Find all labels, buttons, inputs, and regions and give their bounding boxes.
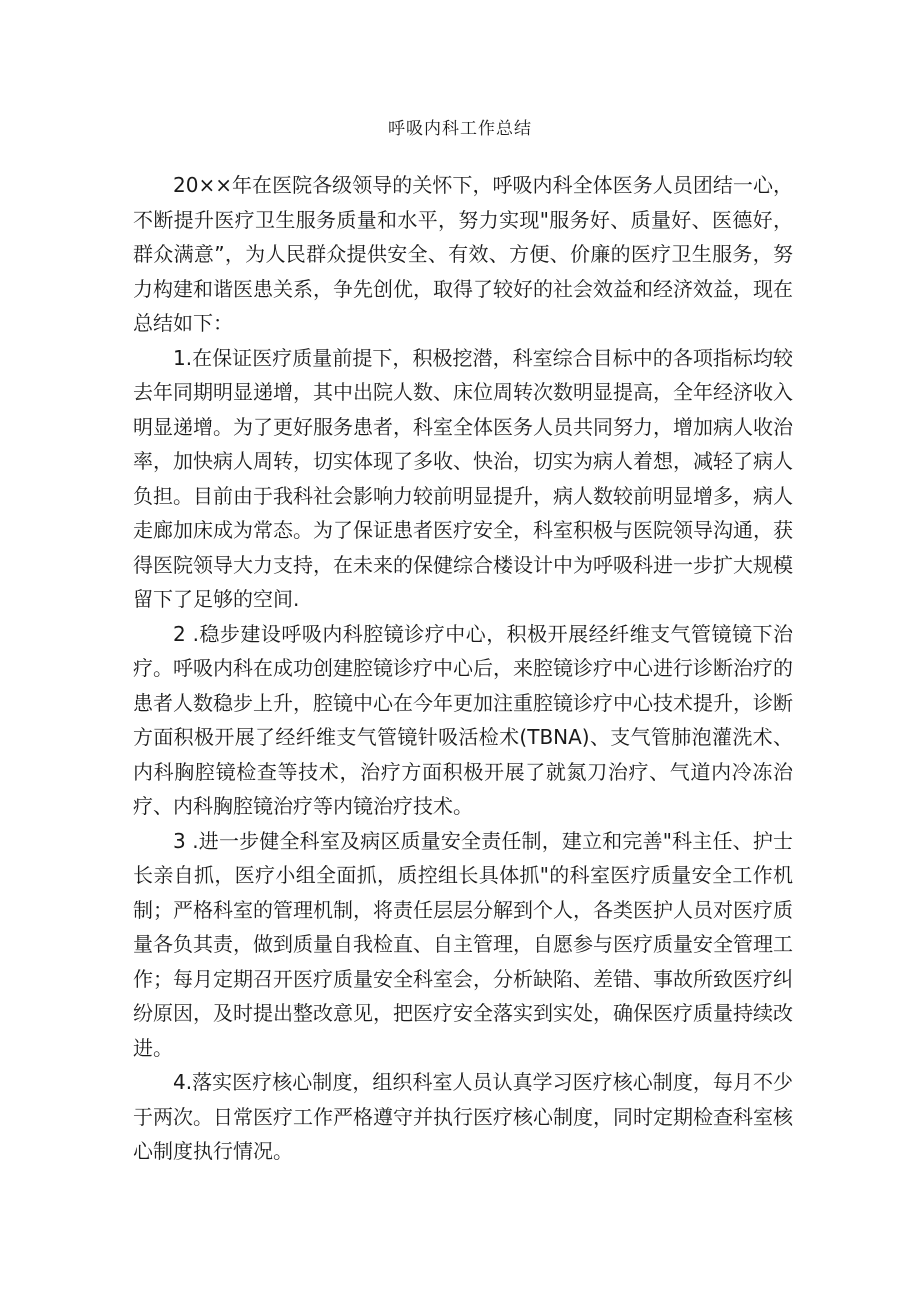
document-title: 呼吸内科工作总结 <box>388 119 532 139</box>
paragraph-item-3: 3 .进一步健全科室及病区质量安全责任制，建立和完善"科主任、护士长亲自抓，医疗小组全面抓，质控组长具体抓"的科室医疗质量安全工作机制；严格科室的管理机制，将责任层层分解到个人，各类医护人员对医疗质量各负其责，做到质量自我检直、自主管理，自愿参与医疗质量安全管理工作；每月定期召开医疗质量安全科室会，分析缺陷、差错、事故所致医疗纠纷原因，及时提出整改意见，把医疗安全落实到实处，确保医疗质量持续改进。 <box>133 828 793 1060</box>
document-body <box>133 168 793 1169</box>
paragraph-item-4: 4.落实医疗核心制度，组织科室人员认真学习医疗核心制度，每月不少于两次。日常医疗工作严格遵守并执行医疗核心制度，同时定期检查科室核心制度执行情况。 <box>133 1070 793 1163</box>
paragraph-item-2: 2 .稳步建设呼吸内科腔镜诊疗中心，积极开展经纤维支气管镜镜下治疗。呼吸内科在成功创建腔镜诊疗中心后，来腔镜诊疗中心进行诊断治疗的患者人数稳步上升，腔镜中心在今年更加注重腔镜诊疗中心技术提升，诊断方面积极开展了经纤维支气管镜针吸活检术(TBNA)、支气管肺泡灌洗术、内科胸腔镜检查等技术，治疗方面积极开展了就氮刀治疗、气道内冷冻治疗、内科胸腔镜治疗等内镜治疗技术。 <box>133 621 793 818</box>
paragraph-intro: 20××年在医院各级领导的关怀下，呼吸内科全体医务人员团结一心，不断提升医疗卫生服务质量和水平，努力实现"服务好、质量好、医德好，群众满意”，为人民群众提供安全、有效、方便、价廉的医疗卫生服务，努力构建和谐医患关系，争先创优，取得了较好的社会效益和经济效益，现在总结如下： <box>133 173 793 335</box>
paragraph-item-1: 1.在保证医疗质量前提下，积极挖潜，科室综合目标中的各项指标均较去年同期明显递增，其中出院人数、床位周转次数明显提高，全年经济收入明显递增。为了更好服务患者，科室全体医务人员共同努力，增加病人收治率，加快病人周转，切实体现了多收、快治，切实为病人着想，减轻了病人负担。目前由于我科社会影响力较前明显提升，病人数较前明显增多，病人走廊加床成为常态。为了保证患者医疗安全，科室积极与医院领导沟通，获得医院领导大力支持，在未来的保健综合楼设计中为呼吸科进一步扩大规模留下了足够的空间. <box>133 345 793 611</box>
